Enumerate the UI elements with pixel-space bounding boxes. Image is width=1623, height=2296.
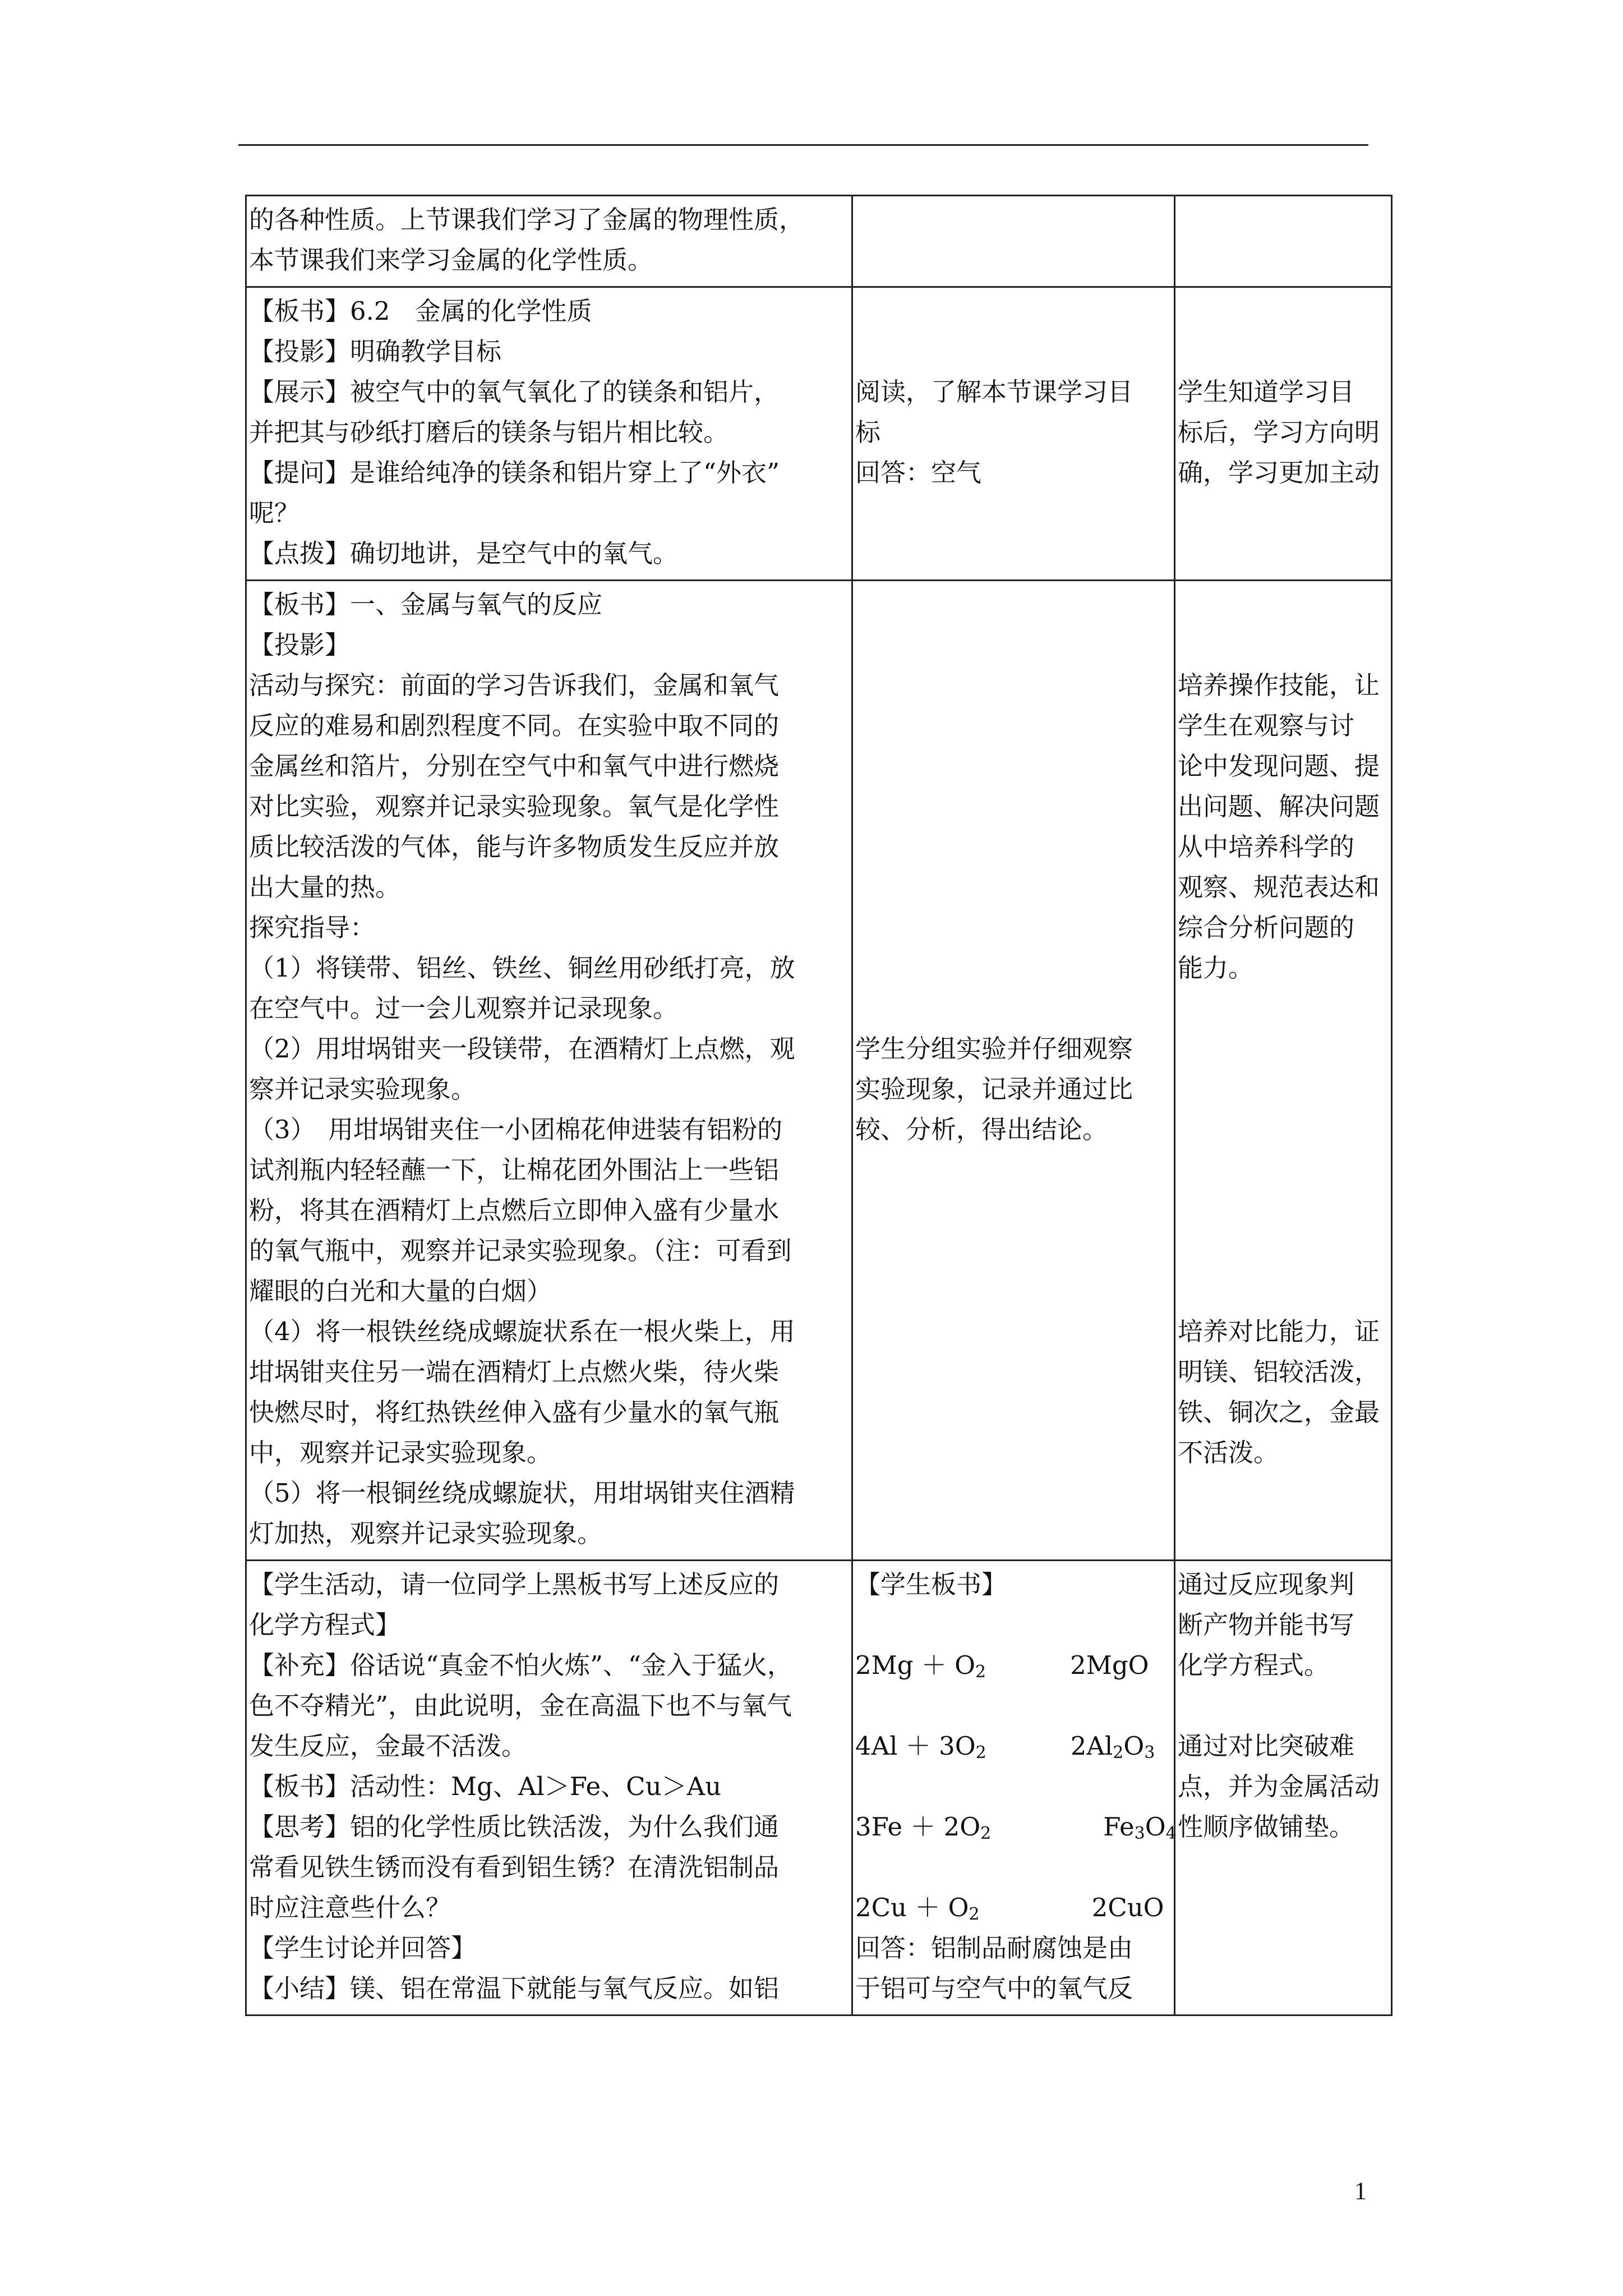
table-row: [246, 1561, 1392, 2016]
page-number: 1: [1354, 2177, 1367, 2205]
header-rule: [238, 144, 1368, 146]
text-line: 断产物并能书写: [1178, 1610, 1355, 1640]
text-line: 培养对比能力，证: [1178, 1317, 1380, 1346]
design-intent-cell: [1175, 581, 1392, 1561]
text-line: 学生分组实验并仔细观察: [855, 1034, 1133, 1064]
teacher-activity-cell: [246, 196, 852, 287]
text-line: 【投影】: [249, 630, 351, 660]
text-line: 【板书】活动性：Mg、Al＞Fe、Cu＞Au: [249, 1772, 722, 1801]
text-line: 从中培养科学的: [1178, 832, 1355, 862]
text-line: 的氧气瓶中，观察并记录实验现象。（注：可看到: [249, 1236, 792, 1266]
teacher-activity-cell: [246, 581, 852, 1561]
text-line: 质比较活泼的气体，能与许多物质发生反应并放: [249, 832, 780, 862]
text-line: 不活泼。: [1178, 1438, 1279, 1467]
text-line: 试剂瓶内轻轻蘸一下，让棉花团外围沾上一些铝: [249, 1155, 780, 1185]
text-line: 并把其与砂纸打磨后的镁条与铝片相比较。: [249, 417, 729, 447]
text-line: 【补充】俗话说“真金不怕火炼”、“金入于猛火，: [249, 1650, 793, 1680]
text-line: 【学生板书】: [855, 1570, 1007, 1599]
design-intent-cell: [1175, 196, 1392, 287]
text-line: 出问题、解决问题: [1178, 792, 1380, 821]
design-intent-cell: [1175, 1561, 1392, 2016]
text-line: 学生在观察与讨: [1178, 711, 1355, 740]
text-line: 化学方程式】: [249, 1610, 401, 1640]
text-line: 化学方程式。: [1178, 1650, 1330, 1680]
text-line: 的各种性质。上节课我们学习了金属的物理性质，: [249, 205, 805, 234]
table-row: [246, 287, 1392, 581]
text-line: 活动与探究：前面的学习告诉我们，金属和氧气: [249, 670, 780, 700]
text-line: 粉，将其在酒精灯上点燃后立即伸入盛有少量水: [249, 1195, 780, 1225]
text-line: 反应的难易和剧烈程度不同。在实验中取不同的: [249, 711, 780, 740]
text-line: 察并记录实验现象。: [249, 1074, 477, 1104]
text-line: 对比实验，观察并记录实验现象。氧气是化学性: [249, 792, 780, 821]
text-line: 【板书】一、金属与氧气的反应: [249, 590, 603, 619]
text-line: 观察、规范表达和: [1178, 872, 1380, 902]
text-line: 标后，学习方向明: [1178, 417, 1380, 447]
text-line: 【思考】铝的化学性质比铁活泼，为什么我们通: [249, 1812, 780, 1842]
text-line: 在空气中。过一会儿观察并记录现象。: [249, 993, 679, 1023]
table-row: [246, 196, 1392, 287]
text-line: 回答：空气: [855, 458, 982, 487]
text-line: 时应注意些什么？: [249, 1893, 451, 1922]
text-line: 能力。: [1178, 953, 1254, 983]
text-line: 中，观察并记录实验现象。: [249, 1438, 552, 1467]
equation: $4Al + 3O_2$ $2Al_2O_3$: [855, 1731, 1155, 1763]
text-line: 【提问】是谁给纯净的镁条和铝片穿上了“外衣”: [249, 458, 780, 487]
text-line: 【小结】镁、铝在常温下就能与氧气反应。如铝: [249, 1973, 780, 2003]
equation: $2Cu + O_2$ 2CuO: [855, 1893, 1164, 1924]
text-line: 【投影】明确教学目标: [249, 337, 502, 366]
text-line: 色不夺精光”，由此说明，金在高温下也不与氧气: [249, 1691, 792, 1720]
text-line: 常看见铁生锈而没有看到铝生锈？在清洗铝制品: [249, 1852, 780, 1882]
student-activity-cell: [852, 287, 1175, 581]
teacher-activity-cell: [246, 287, 852, 581]
text-line: 呢？: [249, 498, 300, 528]
text-line: 耀眼的白光和大量的白烟）: [249, 1276, 552, 1306]
text-line: 阅读，了解本节课学习目: [855, 377, 1133, 407]
text-line: 较、分析，得出结论。: [855, 1115, 1108, 1144]
text-line: 论中发现问题、提: [1178, 751, 1380, 781]
text-line: 金属丝和箔片，分别在空气中和氧气中进行燃烧: [249, 751, 780, 781]
text-line: 标: [855, 417, 881, 447]
text-line: 出大量的热。: [249, 872, 401, 902]
text-line: 探究指导：: [249, 913, 376, 942]
text-line: 铁、铜次之，金最: [1178, 1397, 1380, 1427]
teacher-activity-cell: [246, 1561, 852, 2016]
student-activity-cell: [852, 581, 1175, 1561]
text-line: 坩埚钳夹住另一端在酒精灯上点燃火柴，待火柴: [249, 1357, 780, 1387]
text-line: （2）用坩埚钳夹一段镁带，在酒精灯上点燃，观: [249, 1034, 795, 1064]
text-line: 【板书】6.2 金属的化学性质: [249, 296, 592, 326]
text-line: 通过反应现象判: [1178, 1570, 1355, 1599]
equation: $2Mg + O_2$ 2MgO: [855, 1650, 1149, 1682]
text-line: 【学生活动，请一位同学上黑板书写上述反应的: [249, 1570, 780, 1599]
text-line: （4）将一根铁丝绕成螺旋状系在一根火柴上，用: [249, 1317, 795, 1346]
text-line: 学生知道学习目: [1178, 377, 1355, 407]
text-line: 快燃尽时，将红热铁丝伸入盛有少量水的氧气瓶: [249, 1397, 780, 1427]
equation: $3Fe + 2O_2$ $Fe_3O_4$: [855, 1812, 1177, 1843]
text-line: 回答：铝制品耐腐蚀是由: [855, 1933, 1133, 1963]
text-line: 确，学习更加主动: [1178, 458, 1380, 487]
text-line: 实验现象，记录并通过比: [855, 1074, 1133, 1104]
text-line: 本节课我们来学习金属的化学性质。: [249, 245, 653, 275]
text-line: 【展示】被空气中的氧气氧化了的镁条和铝片，: [249, 377, 780, 407]
student-activity-cell: [852, 1561, 1175, 2016]
text-line: 培养操作技能，让: [1178, 670, 1380, 700]
text-line: 明镁、铝较活泼，: [1178, 1357, 1380, 1387]
text-line: （1）将镁带、铝丝、铁丝、铜丝用砂纸打亮，放: [249, 953, 795, 983]
student-activity-cell: [852, 196, 1175, 287]
text-line: 【学生讨论并回答】: [249, 1933, 477, 1963]
text-line: （5）将一根铜丝绕成螺旋状，用坩埚钳夹住酒精: [249, 1478, 795, 1508]
text-line: 通过对比突破难: [1178, 1731, 1355, 1761]
text-line: 性顺序做铺垫。: [1178, 1812, 1355, 1842]
text-line: 灯加热，观察并记录实验现象。: [249, 1519, 603, 1548]
text-line: 【点拨】确切地讲，是空气中的氧气。: [249, 539, 679, 568]
text-line: 综合分析问题的: [1178, 913, 1355, 942]
table-row: [246, 581, 1392, 1561]
text-line: 于铝可与空气中的氧气反: [855, 1973, 1133, 2003]
text-line: （3） 用坩埚钳夹住一小团棉花伸进装有铝粉的: [249, 1115, 783, 1144]
text-line: 点，并为金属活动: [1178, 1772, 1380, 1801]
lesson-plan-table: [245, 195, 1393, 2016]
design-intent-cell: [1175, 287, 1392, 581]
text-line: 发生反应，金最不活泼。: [249, 1731, 527, 1761]
